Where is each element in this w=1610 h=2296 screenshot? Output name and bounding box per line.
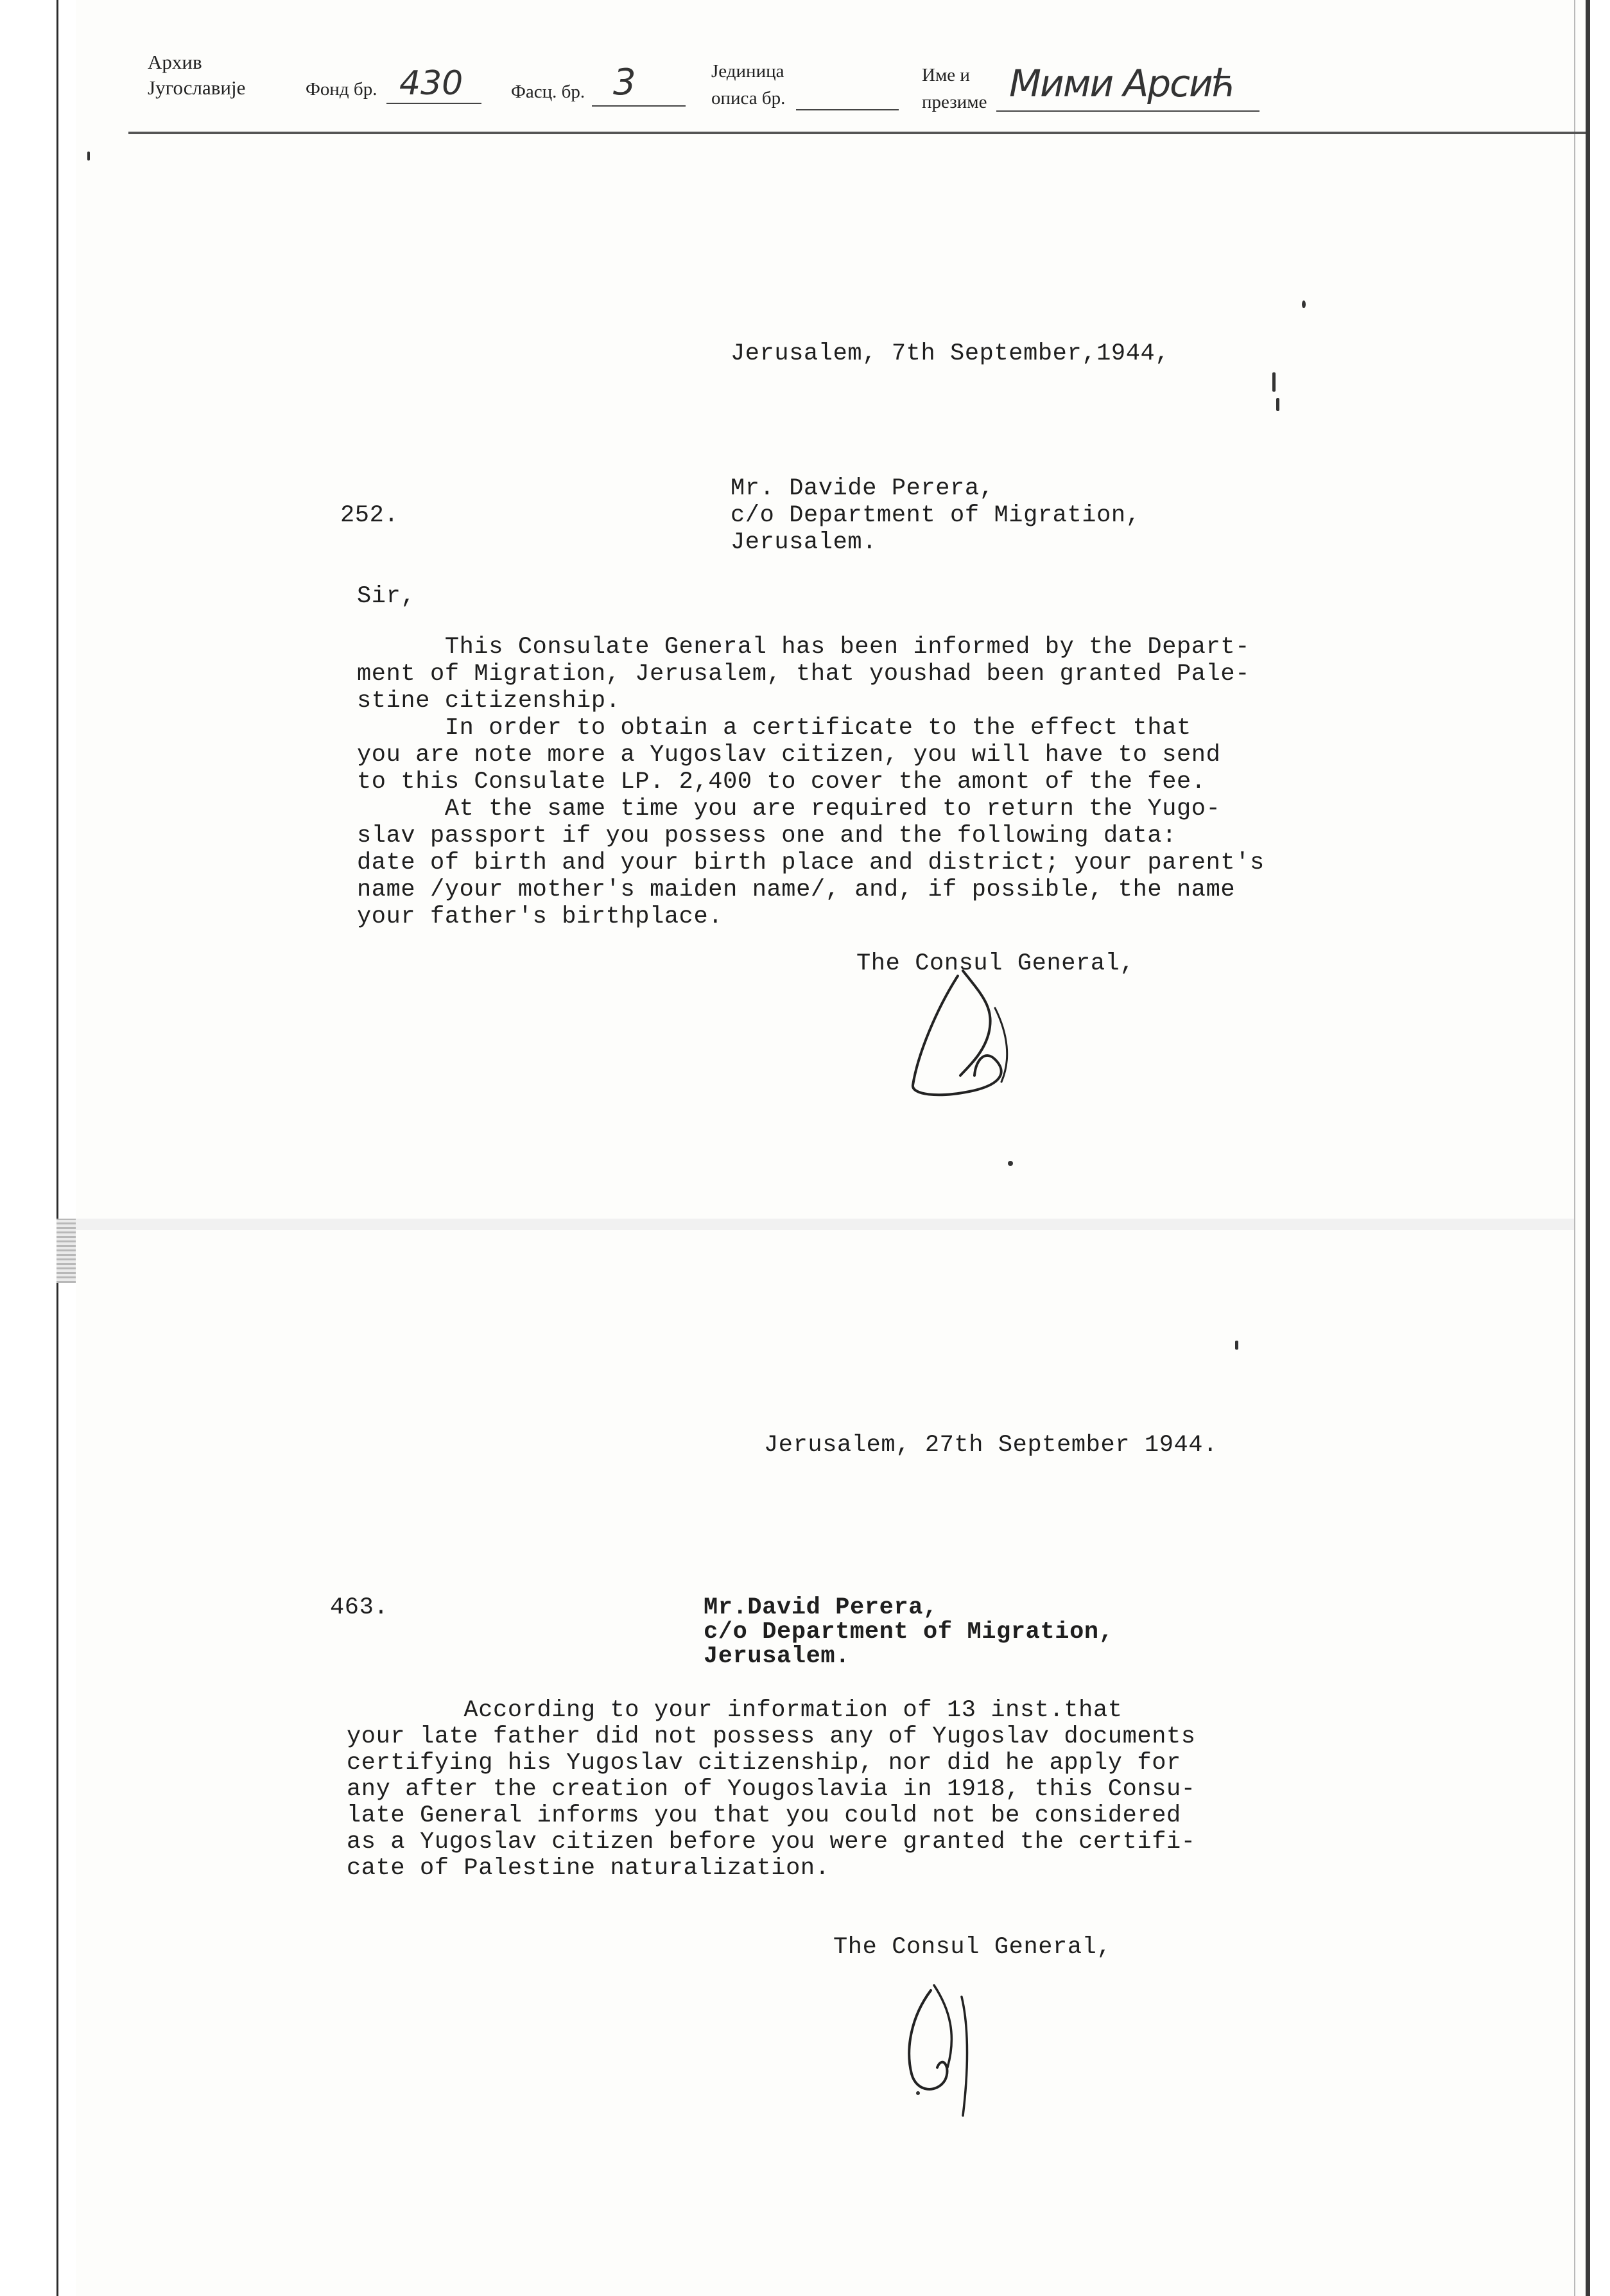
scan-speck	[1276, 398, 1279, 411]
letter1-body-line: slav passport if you possess one and the following data:	[357, 822, 1177, 849]
scan-edge-right	[1586, 0, 1590, 2296]
letter1-body-line: This Consulate General has been informed by the Depart-	[357, 634, 1251, 661]
header-rule	[128, 132, 1586, 134]
scan-seam	[76, 1219, 1574, 1230]
letter2-closing: The Consul General,	[833, 1934, 1112, 1961]
fasc-value: 3	[613, 62, 636, 103]
fond-label: Фонд бр.	[306, 79, 377, 100]
letter2-recipient-line: Mr.David Perera,	[704, 1594, 938, 1621]
letter2-date: Jerusalem, 27th September 1944.	[764, 1432, 1218, 1459]
letter2-body-line: certifying his Yugoslav citizenship, nor did he apply for	[347, 1750, 1181, 1777]
unit-underline	[796, 109, 899, 110]
letter1-date: Jerusalem, 7th September,1944,	[731, 340, 1170, 367]
fond-underline	[386, 103, 481, 104]
letter1-salutation: Sir,	[357, 583, 416, 610]
letter2-reference-number: 463.	[330, 1594, 389, 1621]
scan-edge-left	[56, 0, 58, 2296]
scan-speck	[1302, 300, 1306, 308]
letter2-body-line: as a Yugoslav citizen before you were granted the certifi-	[347, 1829, 1196, 1856]
unit-label-line2: описа бр.	[711, 88, 786, 109]
letter2-body-line: late General informs you that you could not be considered	[347, 1802, 1181, 1829]
fasc-underline	[592, 105, 686, 107]
letter2-body-line: According to your information of 13 inst.that	[347, 1697, 1123, 1724]
archive-name-line1: Архив	[148, 51, 202, 73]
letter1-body-line: to this Consulate LP. 2,400 to cover the amont of the fee.	[357, 769, 1206, 796]
letter1-closing: The Consul General,	[856, 950, 1135, 977]
fasc-label: Фасц. бр.	[511, 82, 585, 102]
scan-seam-edge	[56, 1219, 76, 1283]
letter2-recipient-line: c/o Department of Migration,	[704, 1619, 1114, 1646]
scan-edge-right-inner	[1574, 0, 1575, 2296]
letter2-signature	[886, 1971, 1014, 2119]
scan-speck	[87, 152, 90, 161]
archive-name-line2: Југославије	[148, 76, 246, 99]
letter2-body-line: any after the creation of Yougoslavia in 1918, this Consu-	[347, 1776, 1196, 1803]
name-label-line1: Име и	[922, 65, 970, 85]
letter1-body-line: In order to obtain a certificate to the effect that	[357, 715, 1191, 742]
name-value: Мими Арсић	[1009, 62, 1235, 105]
scan-speck	[1008, 1161, 1013, 1166]
letter1-recipient-line: Jerusalem.	[731, 529, 878, 556]
name-label-line2: презиме	[922, 92, 987, 112]
unit-label-line1: Јединица	[711, 61, 784, 82]
letter2-body-line: cate of Palestine naturalization.	[347, 1855, 830, 1882]
letter1-body-line: date of birth and your birth place and district; your parent's	[357, 849, 1265, 876]
letter2-body-line: your late father did not possess any of Yugoslav documents	[347, 1723, 1196, 1750]
letter1-body-line: stine citizenship.	[357, 688, 621, 715]
letter1-body-line: At the same time you are required to return the Yugo-	[357, 796, 1221, 822]
name-underline	[996, 110, 1259, 112]
letter1-body-line: your father's birthplace.	[357, 903, 723, 930]
letter1-signature	[899, 963, 1053, 1111]
letter1-body-line: you are note more a Yugoslav citizen, you will have to send	[357, 742, 1221, 769]
letter2-recipient-line: Jerusalem.	[704, 1643, 851, 1670]
letter1-reference-number: 252.	[340, 502, 399, 529]
letter1-body-line: ment of Migration, Jerusalem, that youshad been granted Pale-	[357, 661, 1251, 688]
letter1-recipient-line: Mr. Davide Perera,	[731, 475, 994, 502]
fond-value: 430	[399, 64, 463, 103]
letter1-recipient-line: c/o Department of Migration,	[731, 502, 1141, 529]
scan-speck	[1235, 1341, 1238, 1350]
letter1-body-line: name /your mother's maiden name/, and, if possible, the name	[357, 876, 1236, 903]
scan-speck	[1272, 372, 1276, 392]
